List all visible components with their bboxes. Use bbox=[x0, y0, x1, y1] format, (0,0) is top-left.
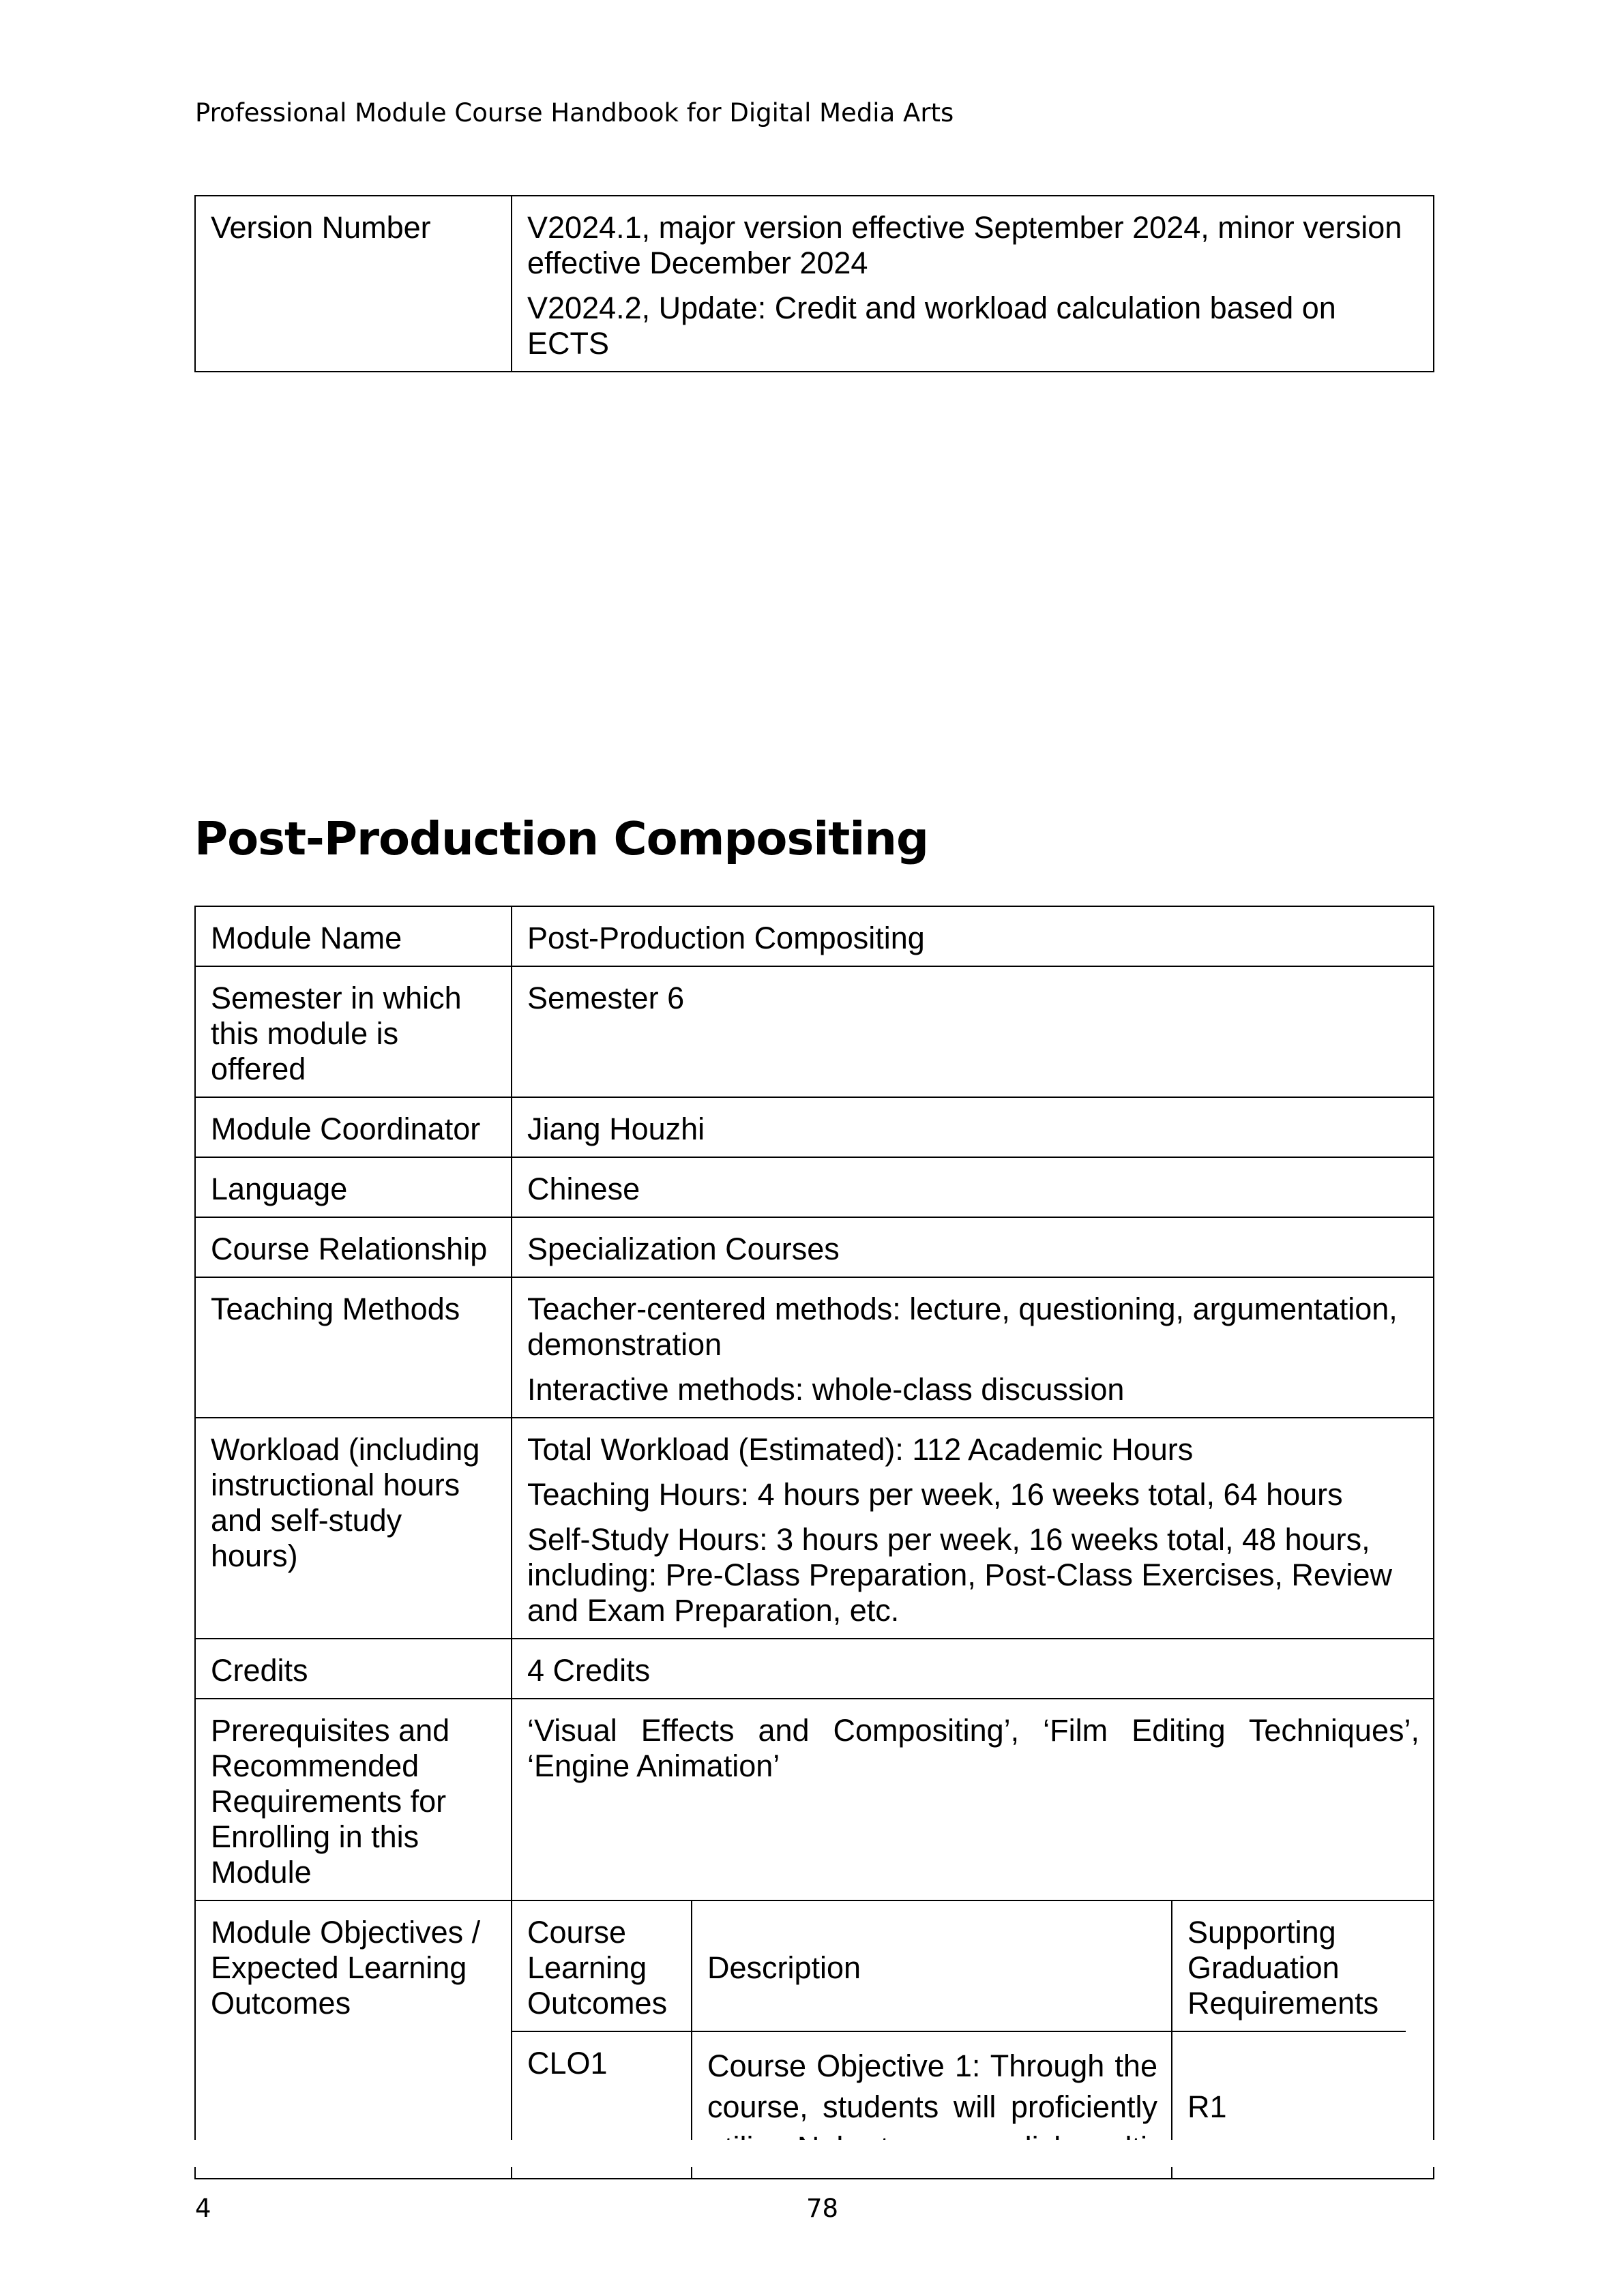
running-header: Professional Module Course Handbook for Digital Media Arts bbox=[195, 98, 954, 128]
support-header: Supporting Graduation Requirements bbox=[1172, 1901, 1406, 2031]
table-row bbox=[195, 966, 1434, 1097]
row-label: Teaching Methods bbox=[195, 1277, 512, 1418]
teaching-line: Teacher-centered methods: lecture, questioning, argumentation, demonstration bbox=[527, 1292, 1398, 1362]
clo-code: CLO1 bbox=[512, 2031, 692, 2178]
table-row bbox=[195, 1277, 1434, 1418]
module-table bbox=[194, 906, 1434, 2179]
version-row bbox=[195, 196, 1434, 372]
workload-line: Teaching Hours: 4 hours per week, 16 weeks total, 64 hours bbox=[527, 1477, 1343, 1512]
table-row bbox=[195, 1097, 1434, 1157]
objectives-table bbox=[512, 1901, 1406, 2178]
table-row bbox=[195, 1639, 1434, 1699]
row-label: Workload (including instructional hours and self-study hours) bbox=[195, 1418, 512, 1639]
row-value: Post-Production Compositing bbox=[512, 906, 1434, 966]
workload-line: Total Workload (Estimated): 112 Academic Hours bbox=[527, 1432, 1194, 1467]
objectives-header-row bbox=[512, 1901, 1406, 2031]
table-row bbox=[195, 1157, 1434, 1217]
table-row bbox=[195, 1217, 1434, 1277]
row-label: Module Objectives / Expected Learning Outcomes bbox=[195, 1900, 512, 2179]
row-value: 4 Credits bbox=[512, 1639, 1434, 1699]
row-value bbox=[512, 1699, 1434, 1900]
row-label: Module Name bbox=[195, 906, 512, 966]
clo-support: R1 bbox=[1172, 2031, 1406, 2178]
objectives-cell bbox=[512, 1900, 1434, 2179]
version-label: Version Number bbox=[195, 196, 512, 372]
table-row bbox=[195, 906, 1434, 966]
row-label: Prerequisites and Recommended Requirements for Enrolling in this Module bbox=[195, 1699, 512, 1900]
row-label: Language bbox=[195, 1157, 512, 1217]
version-table bbox=[194, 195, 1434, 372]
footer-page-number: 78 bbox=[806, 2194, 839, 2223]
workload-line: Self-Study Hours: 3 hours per week, 16 weeks total, 48 hours, including: Pre-Class Preparation, Post-Class Exercises, Review and Exam Preparation, etc. bbox=[527, 1522, 1392, 1628]
module-title: Post-Production Compositing bbox=[194, 812, 928, 865]
row-value: Chinese bbox=[512, 1157, 1434, 1217]
version-line: V2024.1, major version effective September 2024, minor version effective December 2024 bbox=[527, 210, 1402, 280]
table-row bbox=[195, 1900, 1434, 2179]
row-label: Course Relationship bbox=[195, 1217, 512, 1277]
prerequisites-text: ‘Visual Effects and Compositing’, ‘Film Editing Techniques’, ‘Engine Animation’ bbox=[527, 1713, 1419, 1783]
row-label: Credits bbox=[195, 1639, 512, 1699]
version-value bbox=[512, 196, 1434, 372]
version-line: V2024.2, Update: Credit and workload calculation based on ECTS bbox=[527, 290, 1336, 361]
clo-description-text: Course Objective 1: Through the course, students will proficiently bbox=[707, 2048, 1157, 2124]
row-label: Semester in which this module is offered bbox=[195, 966, 512, 1097]
page-break-mask bbox=[0, 2140, 1624, 2167]
row-value: Specialization Courses bbox=[512, 1217, 1434, 1277]
footer-page-left: 4 bbox=[195, 2194, 211, 2223]
table-row bbox=[195, 1699, 1434, 1900]
row-value: Semester 6 bbox=[512, 966, 1434, 1097]
row-value bbox=[512, 1277, 1434, 1418]
row-label: Module Coordinator bbox=[195, 1097, 512, 1157]
table-row bbox=[195, 1418, 1434, 1639]
row-value bbox=[512, 1418, 1434, 1639]
description-header: Description bbox=[692, 1901, 1172, 2031]
row-value: Jiang Houzhi bbox=[512, 1097, 1434, 1157]
clo-header: Course Learning Outcomes bbox=[512, 1901, 692, 2031]
teaching-line: Interactive methods: whole-class discussion bbox=[527, 1372, 1125, 1407]
